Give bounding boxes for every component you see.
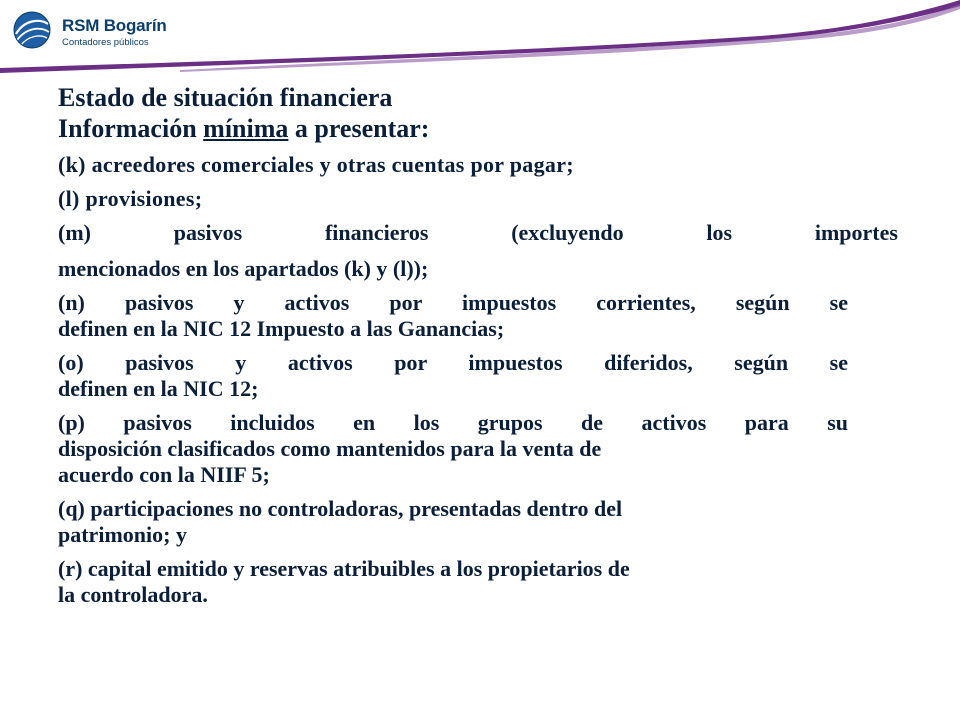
item-o-line-1: (o) pasivos y activos por impuestos diferidos, según se xyxy=(58,350,848,375)
item-r-line-1: (r) capital emitido y reservas atribuibles a los propietarios de xyxy=(58,556,630,581)
item-m-line-1 xyxy=(58,220,898,246)
item-m xyxy=(58,220,898,282)
item-o-line-2: definen en la NIC 12; xyxy=(58,376,259,401)
slide-title xyxy=(58,82,898,144)
item-n-line-1: (n) pasivos y activos por impuestos corrientes, según se xyxy=(58,290,848,315)
item-p-line-1: (p) pasivos incluidos en los grupos de activos para su xyxy=(58,410,848,435)
item-q xyxy=(58,496,898,548)
logo-tagline: Contadores públicos xyxy=(62,37,149,48)
item-l: (l) provisiones; xyxy=(58,186,203,211)
item-list xyxy=(58,152,898,608)
item-m-word: importes xyxy=(814,220,898,245)
item-m-line-2: mencionados en los apartados (k) y (l)); xyxy=(58,256,429,281)
item-r-line-2: la controladora. xyxy=(58,582,208,607)
item-n-line-2: definen en la NIC 12 Impuesto a las Ganancias; xyxy=(58,316,505,341)
item-m-word: los xyxy=(706,220,733,245)
logo-brand-text: RSM Bogarín xyxy=(62,16,167,35)
item-p-line-3: acuerdo con la NIIF 5; xyxy=(58,462,270,487)
slide-header xyxy=(0,0,960,75)
item-m-word: pasivos xyxy=(173,220,243,245)
item-q-line-2: patrimonio; y xyxy=(58,522,187,547)
item-m-word: financieros xyxy=(324,220,429,245)
item-m-word: (excluyendo xyxy=(511,220,624,245)
item-r xyxy=(58,556,898,608)
item-m-word: (m) xyxy=(58,220,91,245)
rsm-logo xyxy=(12,10,182,52)
item-n xyxy=(58,290,848,342)
item-o xyxy=(58,350,848,402)
item-q-line-1: (q) participaciones no controladoras, presentadas dentro del xyxy=(58,496,623,521)
slide-content xyxy=(58,82,898,616)
item-p xyxy=(58,410,848,488)
item-k: (k) acreedores comerciales y otras cuentas por pagar; xyxy=(58,152,574,177)
title-underlined-word: mínima xyxy=(203,114,289,143)
title-line-2-suffix: a presentar: xyxy=(288,114,430,143)
title-line-2-prefix: Información xyxy=(58,114,204,143)
globe-icon xyxy=(12,10,52,50)
title-line-1: Estado de situación financiera xyxy=(58,83,393,112)
item-p-line-2: disposición clasificados como mantenidos para la venta de xyxy=(58,436,602,461)
